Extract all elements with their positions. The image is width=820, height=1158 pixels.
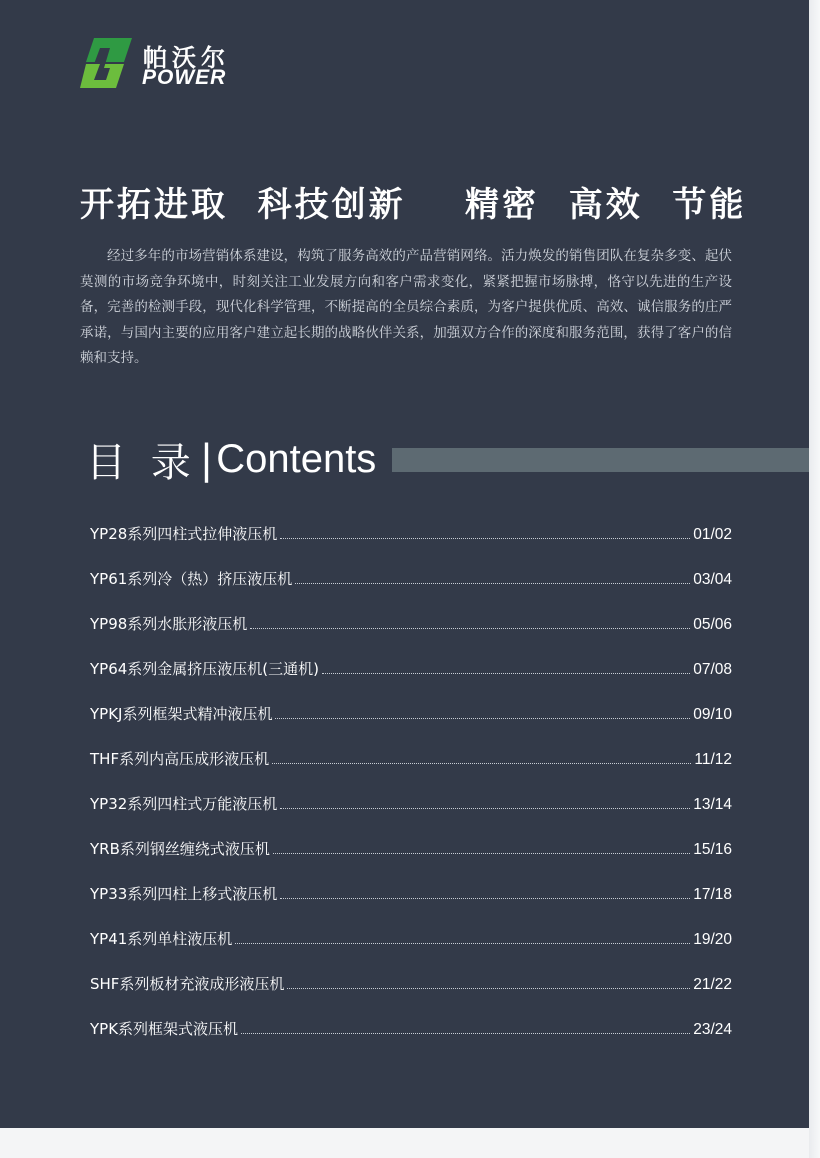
dot-leader <box>250 628 690 629</box>
toc-entry-pages: 09/10 <box>693 706 732 723</box>
toc-entry-title: YP98系列水胀形液压机 <box>90 615 248 633</box>
toc-entry[interactable] <box>90 1018 732 1063</box>
toc-entry-pages: 01/02 <box>693 526 732 543</box>
brand-logo <box>80 34 250 90</box>
toc-entry-title: YP28系列四柱式拉伸液压机 <box>90 525 278 543</box>
dot-leader <box>275 718 690 719</box>
contents-title-en: Contents <box>216 437 377 481</box>
dot-leader <box>272 763 691 764</box>
contents-heading <box>86 431 376 488</box>
contents-accent-bar <box>392 448 809 472</box>
page-edge <box>809 0 820 1158</box>
dot-leader <box>280 898 690 899</box>
page-bottom-margin <box>0 1128 809 1158</box>
toc-entry[interactable] <box>90 613 732 658</box>
table-of-contents <box>90 523 732 1063</box>
power-logo-icon <box>80 34 138 90</box>
dot-leader <box>273 853 690 854</box>
toc-entry-title: YP61系列冷（热）挤压液压机 <box>90 570 293 588</box>
toc-entry[interactable] <box>90 568 732 613</box>
dot-leader <box>280 808 690 809</box>
toc-entry-pages: 17/18 <box>693 886 732 903</box>
toc-entry-title: YP64系列金属挤压液压机(三通机) <box>90 660 320 678</box>
intro-paragraph: 经过多年的市场营销体系建设，构筑了服务高效的产品营销网络。活力焕发的销售团队在复杂多变、起伏莫测的市场竞争环境中，时刻关注工业发展方向和客户需求变化，紧紧把握市场脉搏，恪守以先进的生产设备，完善的检测手段，现代化科学管理，不断提高的全员综合素质，为客户提供优质、高效、诚信服务的庄严承诺，与国内主要的应用客户建立起长期的战略伙伴关系，加强双方合作的深度和服务范围，获得了客户的信赖和支持。 <box>80 248 732 366</box>
toc-entry[interactable] <box>90 883 732 928</box>
toc-entry-pages: 05/06 <box>693 616 732 633</box>
toc-entry-pages: 03/04 <box>693 571 732 588</box>
contents-title-separator: | <box>199 436 214 483</box>
toc-entry-pages: 07/08 <box>693 661 732 678</box>
contents-title-cn: 目 录 <box>86 440 197 486</box>
toc-entry-title: YRB系列钢丝缠绕式液压机 <box>90 840 270 858</box>
toc-entry-title: YPK系列框架式液压机 <box>90 1020 239 1038</box>
toc-entry[interactable] <box>90 793 732 838</box>
toc-entry-title: YP41系列单柱液压机 <box>90 930 233 948</box>
toc-entry[interactable] <box>90 928 732 973</box>
toc-entry[interactable] <box>90 658 732 703</box>
brand-name-en: POWER <box>142 66 227 89</box>
toc-entry-title: YP32系列四柱式万能液压机 <box>90 795 278 813</box>
dot-leader <box>322 673 690 674</box>
toc-entry[interactable] <box>90 523 732 568</box>
toc-entry-pages: 21/22 <box>693 976 732 993</box>
toc-entry-title: YPKJ系列框架式精冲液压机 <box>90 705 273 723</box>
dot-leader <box>280 538 690 539</box>
dot-leader <box>287 988 690 989</box>
toc-entry[interactable] <box>90 748 732 793</box>
toc-entry-title: SHF系列板材充液成形液压机 <box>90 975 285 993</box>
slogan-heading: 开拓进取 科技创新 精密 高效 节能 <box>80 185 747 225</box>
toc-entry[interactable] <box>90 838 732 883</box>
brand-name-cn: 帕沃尔 <box>143 44 230 72</box>
dot-leader <box>235 943 690 944</box>
toc-entry[interactable] <box>90 703 732 748</box>
toc-entry-pages: 13/14 <box>693 796 732 813</box>
toc-entry-title: YP33系列四柱上移式液压机 <box>90 885 278 903</box>
dot-leader <box>295 583 690 584</box>
toc-entry-pages: 19/20 <box>693 931 732 948</box>
toc-entry-pages: 11/12 <box>694 751 732 768</box>
toc-entry[interactable] <box>90 973 732 1018</box>
dot-leader <box>241 1033 690 1034</box>
toc-entry-pages: 23/24 <box>693 1021 732 1038</box>
toc-entry-pages: 15/16 <box>693 841 732 858</box>
toc-entry-title: THF系列内高压成形液压机 <box>90 750 270 768</box>
